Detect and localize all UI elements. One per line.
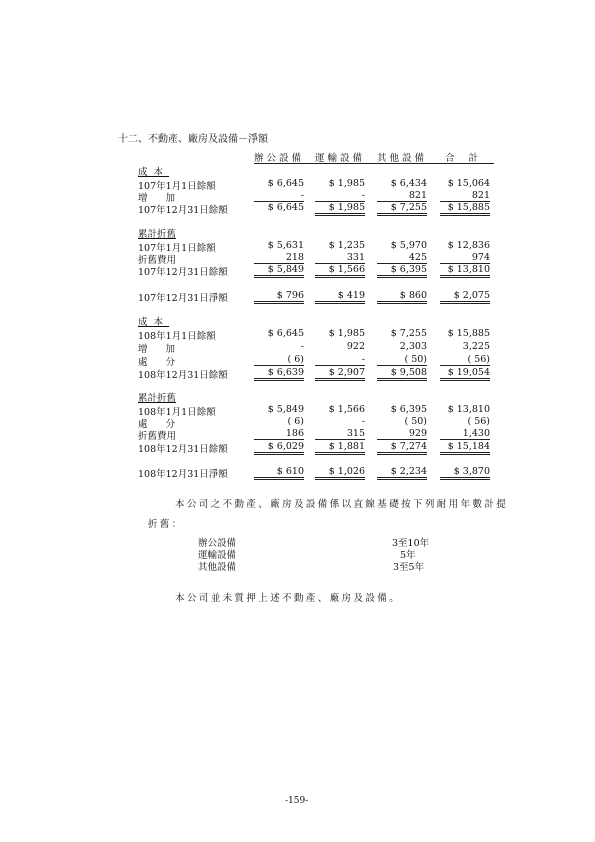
table-row (0, 202, 595, 214)
row-label: 折舊費用 (138, 255, 177, 266)
cell: 922 (346, 341, 365, 352)
cell: - (315, 190, 365, 202)
table-row (0, 367, 595, 379)
cell: $ 6,639 (254, 367, 304, 381)
cell: $ 1,881 (315, 441, 365, 455)
cell: $ 5,849 (267, 404, 304, 415)
table-row (0, 178, 595, 190)
cell: $ 3,870 (440, 466, 490, 480)
table-row (0, 354, 595, 366)
cell: $ 5,631 (267, 240, 304, 251)
cell: $ 419 (315, 290, 365, 304)
cell: $ 2,907 (315, 367, 365, 381)
cell: $ 860 (377, 290, 427, 304)
paragraph: 本公司並未質押上述不動產、廠房及設備。 (175, 593, 402, 604)
list-item-value: 5年 (400, 550, 416, 561)
table-row (0, 190, 595, 202)
row-label: 增加 (138, 344, 194, 355)
block-title: 累計折舊 (138, 229, 177, 240)
row-label: 107年12月31日餘額 (138, 267, 228, 278)
cell: 974 (440, 252, 490, 264)
cell: $ 6,029 (254, 441, 304, 455)
cell: 315 (315, 428, 365, 440)
column-header: 其他設備 (377, 153, 428, 164)
cell: $ 2,234 (377, 466, 427, 480)
cell: $ 1,026 (315, 466, 365, 480)
column-header: 合計 (444, 153, 492, 164)
page-number: -159- (285, 796, 309, 806)
paragraph: 本公司之不動產、廠房及設備係以直線基礎按下列耐用年數計提 (175, 499, 509, 510)
cell: - (315, 354, 365, 366)
cell: $ 610 (254, 466, 304, 480)
cell: 929 (377, 428, 427, 440)
cell: ( 50) (404, 416, 427, 427)
row-label: 108年1月1日餘額 (138, 407, 216, 418)
section-title: 十二、不動產、廠房及設備－淨額 (118, 134, 268, 145)
row-label: 108年1月1日餘額 (138, 331, 216, 342)
cell: $ 13,810 (447, 404, 490, 415)
table-row (0, 416, 595, 428)
table-row (0, 466, 595, 478)
row-label: 107年12月31日餘額 (138, 205, 228, 216)
cell: $ 1,566 (315, 264, 365, 278)
cell: $ 1,235 (328, 240, 365, 251)
cell: 218 (254, 252, 304, 264)
cell: $ 796 (254, 290, 304, 304)
list-item-value: 3至10年 (392, 538, 430, 549)
cell: $ 6,645 (267, 328, 304, 339)
cell: $ 1,985 (328, 178, 365, 189)
cell: - (361, 416, 365, 427)
cell: 1,430 (440, 428, 490, 440)
table-row (0, 290, 595, 302)
cell: $ 6,645 (267, 178, 304, 189)
cell: $ 9,508 (377, 367, 427, 381)
list-item-value: 3至5年 (393, 562, 425, 573)
row-label: 108年12月31日餘額 (138, 444, 228, 455)
row-label: 處分 (138, 419, 194, 430)
cell: $ 15,885 (447, 328, 490, 339)
cell: $ 6,395 (377, 264, 427, 278)
cell: $ 7,255 (390, 328, 427, 339)
cell: 821 (377, 190, 427, 202)
cell: 425 (377, 252, 427, 264)
row-label: 107年12月31日淨額 (138, 293, 228, 304)
header-rule (254, 163, 494, 164)
list-item-label: 其他設備 (198, 562, 237, 573)
cell: $ 15,885 (440, 202, 490, 216)
cell: ( 50) (377, 354, 427, 366)
column-header: 辦公設備 (254, 153, 305, 164)
block-title: 成本 (138, 167, 170, 178)
cell: $ 5,970 (390, 240, 427, 251)
column-header: 運輸設備 (315, 153, 366, 164)
cell: 3,225 (462, 341, 490, 352)
table-row (0, 252, 595, 264)
cell: $ 6,434 (390, 178, 427, 189)
cell: - (300, 341, 304, 352)
cell: $ 15,184 (440, 441, 490, 455)
cell: 186 (254, 428, 304, 440)
row-label: 增加 (138, 193, 194, 204)
row-label: 107年1月1日餘額 (138, 181, 216, 192)
row-label: 108年12月31日淨額 (138, 469, 228, 480)
cell: ( 56) (467, 416, 490, 427)
list-item-label: 運輸設備 (198, 550, 237, 561)
cell: $ 6,645 (267, 202, 304, 213)
block-title: 成本 (138, 317, 170, 328)
cell: ( 56) (440, 354, 490, 366)
table-row (0, 404, 595, 416)
cell: $ 19,054 (440, 367, 490, 381)
row-label: 108年12月31日餘額 (138, 370, 228, 381)
cell: $ 7,274 (377, 441, 427, 455)
cell: $ 6,395 (390, 404, 427, 415)
cell: $ 2,075 (440, 290, 490, 304)
row-label: 107年1月1日餘額 (138, 243, 216, 254)
cell: $ 1,985 (328, 328, 365, 339)
table-row (0, 428, 595, 440)
cell: $ 5,849 (254, 264, 304, 278)
cell: 2,303 (399, 341, 427, 352)
row-label: 折舊費用 (138, 431, 177, 442)
cell: $ 1,985 (315, 202, 365, 216)
table-row (0, 328, 595, 340)
table-row (0, 264, 595, 276)
cell: 331 (315, 252, 365, 264)
list-item-label: 辦公設備 (198, 538, 237, 549)
paragraph: 折舊： (148, 519, 184, 530)
table-row (0, 240, 595, 252)
table-row (0, 441, 595, 453)
cell: $ 13,810 (440, 264, 490, 278)
cell: - (254, 190, 304, 202)
cell: 821 (440, 190, 490, 202)
cell: ( 6) (254, 354, 304, 366)
cell: $ 1,566 (328, 404, 365, 415)
cell: $ 12,836 (447, 240, 490, 251)
cell: $ 7,255 (377, 202, 427, 216)
cell: $ 15,064 (447, 178, 490, 189)
row-label: 處分 (138, 357, 194, 368)
block-title: 累計折舊 (138, 393, 177, 404)
table-row (0, 341, 595, 353)
cell: ( 6) (287, 416, 304, 427)
